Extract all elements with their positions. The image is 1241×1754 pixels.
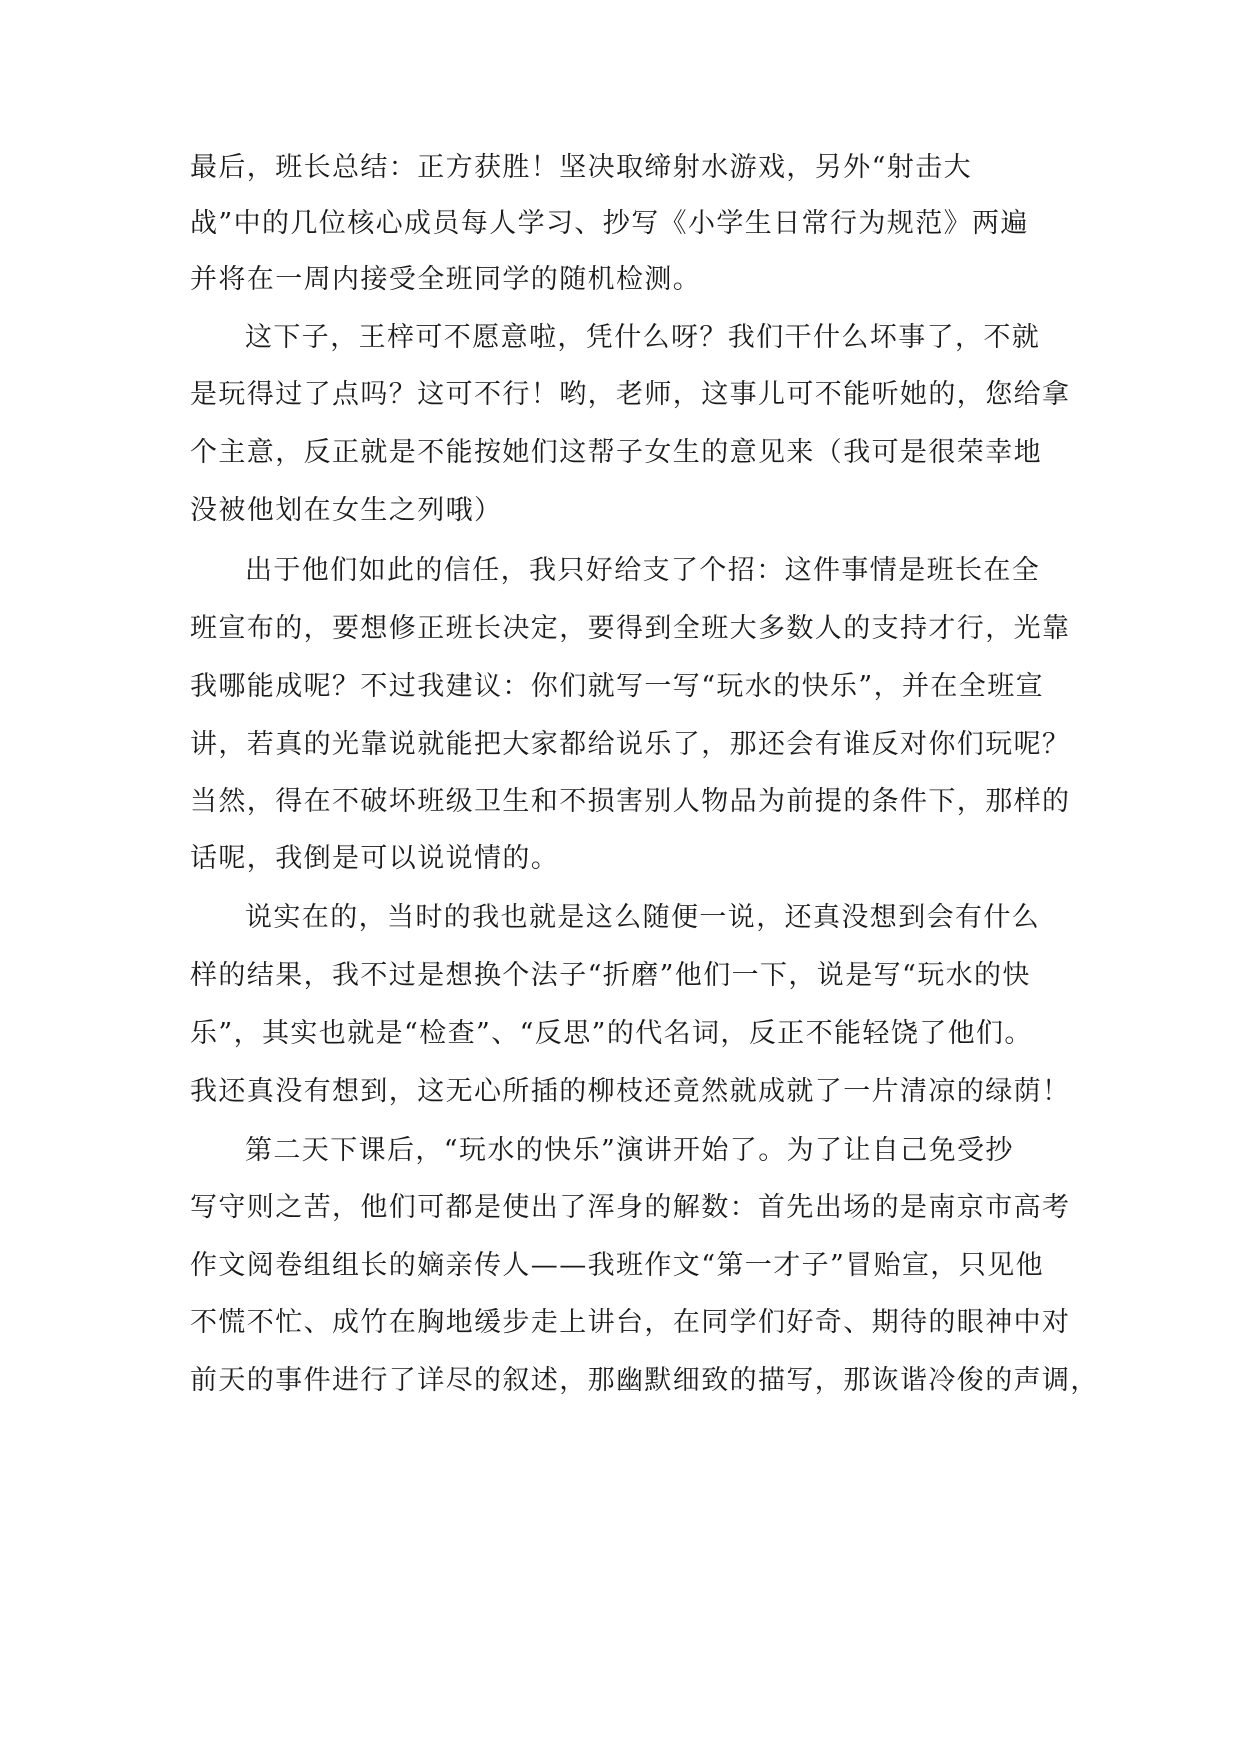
text-line: 第二天下课后，“玩水的快乐”演讲开始了。为了让自己免受抄 <box>245 1135 1014 1166</box>
text-line: 说实在的，当时的我也就是这么随便一说，还真没想到会有什么 <box>245 902 1041 933</box>
text-line: 个主意，反正就是不能按她们这帮子女生的意见来（我可是很荣幸地 <box>190 437 1042 468</box>
text-line: 是玩得过了点吗？这可不行！哟，老师，这事儿可不能听她的，您给拿 <box>190 379 1071 410</box>
text-line: 并将在一周内接受全班同学的随机检测。 <box>190 264 702 295</box>
text-line: 当然，得在不破坏班级卫生和不损害别人物品为前提的条件下，那样的 <box>190 786 1071 817</box>
text-line: 话呢，我倒是可以说说情的。 <box>190 843 560 874</box>
text-line: 作文阅卷组组长的嫡亲传人——我班作文“第一才子”冒贻宣，只见他 <box>190 1250 1045 1281</box>
text-line: 出于他们如此的信任，我只好给支了个招：这件事情是班长在全 <box>245 555 1041 586</box>
text-line: 讲，若真的光靠说就能把大家都给说乐了，那还会有谁反对你们玩呢？ <box>190 729 1071 760</box>
text-line: 班宣布的，要想修正班长决定，要得到全班大多数人的支持才行，光靠 <box>190 613 1071 644</box>
text-line: 最后，班长总结：正方获胜！坚决取缔射水游戏，另外“射击大 <box>190 152 973 183</box>
text-line: 没被他划在女生之列哦） <box>190 495 503 526</box>
text-line: 乐”，其实也就是“检查”、“反思”的代名词，反正不能轻饶了他们。 <box>190 1018 1033 1049</box>
text-line: 我还真没有想到，这无心所插的柳枝还竟然就成就了一片清凉的绿荫！ <box>190 1076 1071 1107</box>
text-line: 我哪能成呢？不过我建议：你们就写一写“玩水的快乐”，并在全班宣 <box>190 671 1045 702</box>
text-line: 写守则之苦，他们可都是使出了浑身的解数：首先出场的是南京市高考 <box>190 1192 1071 1223</box>
text-line: 前天的事件进行了详尽的叙述，那幽默细致的描写，那诙谐冷俊的声调， <box>190 1365 1099 1396</box>
text-line: 这下子，王梓可不愿意啦，凭什么呀？我们干什么坏事了，不就 <box>245 322 1041 353</box>
text-line: 样的结果，我不过是想换个法子“折磨”他们一下，说是写“玩水的快 <box>190 960 1031 991</box>
text-line: 不慌不忙、成竹在胸地缓步走上讲台，在同学们好奇、期待的眼神中对 <box>190 1307 1071 1338</box>
text-line: 战”中的几位核心成员每人学习、抄写《小学生日常行为规范》两遍 <box>190 208 1029 239</box>
